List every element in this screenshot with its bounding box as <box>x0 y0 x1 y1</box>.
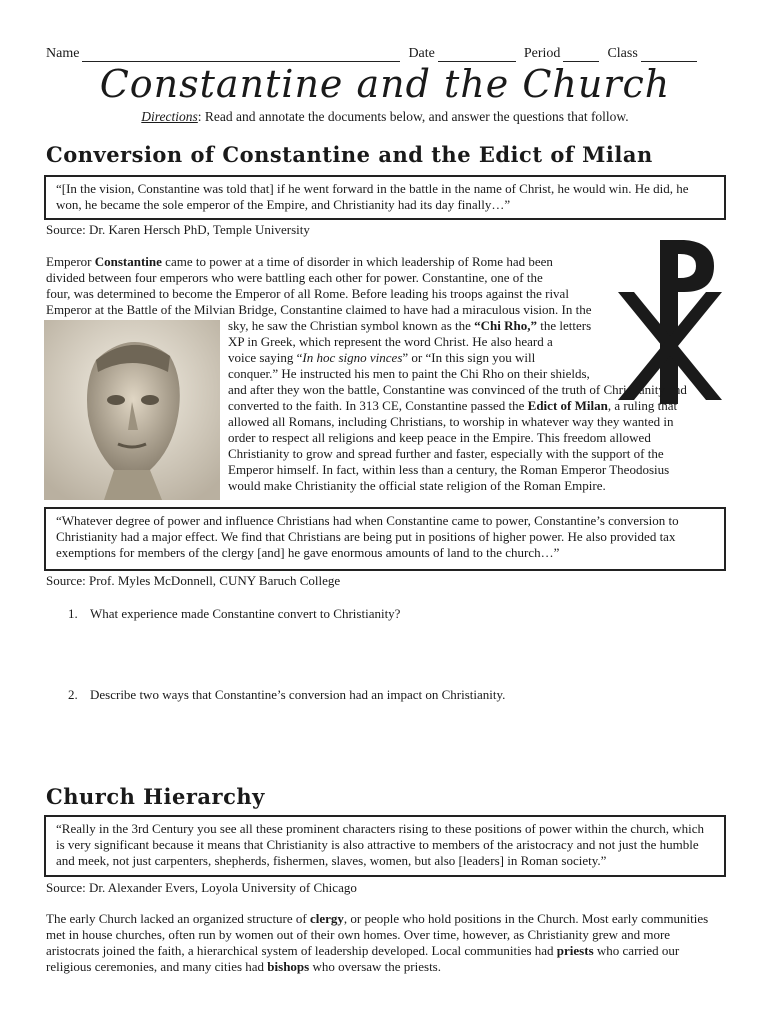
para-line: Emperor himself. In fact, within less than a century, the Roman Emperor Theodosius <box>228 462 670 477</box>
name-label: Name <box>46 46 80 61</box>
para-line: Emperor Constantine came to power at a time of disorder in which leadership of Rome had been <box>46 254 553 269</box>
quote-box-hersch: “[In the vision, Constantine was told that] if he went forward in the battle in the name of Christ, he would win. He did, he won, he became the sole emperor of the Empire, and Christianity had its day finally…” <box>44 175 726 220</box>
directions <box>0 109 770 125</box>
directions-label: Directions <box>141 109 198 124</box>
answer-area-2[interactable] <box>90 707 726 777</box>
date-label: Date <box>408 46 435 61</box>
chi-rho-icon <box>614 232 726 404</box>
section-heading-conversion: Conversion of Constantine and the Edict of Milan <box>46 142 653 167</box>
para-line: and after they won the battle, Constantine was convinced of the truth of Christianity and <box>228 382 687 397</box>
name-field[interactable] <box>82 47 400 62</box>
conversion-paragraph-end <box>228 382 728 494</box>
class-field[interactable] <box>641 47 697 62</box>
para-line: converted to the faith. In 313 CE, Constantine passed the Edict of Milan, a ruling that <box>228 398 678 413</box>
quote-box-evers: “Really in the 3rd Century you see all these prominent characters rising to these positions of power within the church, which is very significant because it means that Christianity is also attractive to members of the aristocracy and not just the humble and meek, not just carpenters, shepherds, fishermen, slaves, women, but also [leaders] in Roman society.” <box>44 815 726 877</box>
question-text: Describe two ways that Constantine’s conversion had an impact on Christianity. <box>90 687 506 702</box>
class-label: Class <box>607 46 638 61</box>
para-line: XP in Greek, which represent the word Christ. He also heard a <box>228 334 553 349</box>
question-number: 1. <box>68 606 78 621</box>
question-number: 2. <box>68 687 78 702</box>
period-label: Period <box>523 46 561 61</box>
constantine-bust <box>44 320 220 500</box>
question-2 <box>68 687 505 703</box>
para-line: voice saying “In hoc signo vinces” or “In this sign you will <box>228 350 536 365</box>
directions-text: : Read and annotate the documents below, and answer the questions that follow. <box>197 109 629 124</box>
source-hersch: Source: Dr. Karen Hersch PhD, Temple University <box>46 222 310 237</box>
para-line: divided between four emperors who were battling each other for power. Constantine, one of the <box>46 270 543 285</box>
question-1 <box>68 606 400 622</box>
para-line: Christianity to grow and spread further and faster, especially with the support of the <box>228 446 664 461</box>
para-line: order to respect all religions and keep peace in the Empire. This freedom allowed <box>228 430 651 445</box>
answer-area-1[interactable] <box>90 626 726 682</box>
quote-box-mcdonnell: “Whatever degree of power and influence Christians had when Constantine came to power, Constantine’s conversion to Christianity had a major effect. We find that Christians are being put in positions of higher power. He also provided tax exemptions for members of the clergy [and] he gave enormous amounts of land to the church…” <box>44 507 726 571</box>
student-info-header <box>46 46 724 62</box>
section-heading-hierarchy: Church Hierarchy <box>46 784 265 809</box>
source-mcdonnell: Source: Prof. Myles McDonnell, CUNY Baruch College <box>46 573 341 588</box>
para-line: Emperor at the Battle of the Milvian Bridge, Constantine claimed to have had a miraculous vision. In the <box>46 302 592 317</box>
para-line: four, was determined to become the Emperor of all Rome. Before leading his troops against the rival <box>46 286 569 301</box>
page-title: Constantine and the Church <box>99 62 671 106</box>
period-field[interactable] <box>563 47 599 62</box>
hierarchy-paragraph: The early Church lacked an organized structure of clergy, or people who hold positions in the Church. Most early communities met in house churches, often run by women out of their own homes. Over time, however, as Christianity grew and more aristocrats joined the faith, a hierarchical system of leadership developed. Local communities had priests who carried our religious ceremonies, and many cities had bishops who oversaw the priests. <box>46 911 709 974</box>
para-line: conquer.” He instructed his men to paint the Chi Rho on their shields, <box>228 366 590 381</box>
source-evers: Source: Dr. Alexander Evers, Loyola University of Chicago <box>46 880 357 895</box>
conversion-paragraph-cont <box>228 318 608 382</box>
para-line: allowed all Romans, including Christians, to worship in whatever way they wanted in <box>228 414 674 429</box>
date-field[interactable] <box>438 47 516 62</box>
para-line: sky, he saw the Christian symbol known as the “Chi Rho,” the letters <box>228 318 592 333</box>
para-line: would make Christianity the official state religion of the Roman Empire. <box>228 478 606 493</box>
conversion-paragraph <box>46 254 606 318</box>
question-text: What experience made Constantine convert to Christianity? <box>90 606 401 621</box>
